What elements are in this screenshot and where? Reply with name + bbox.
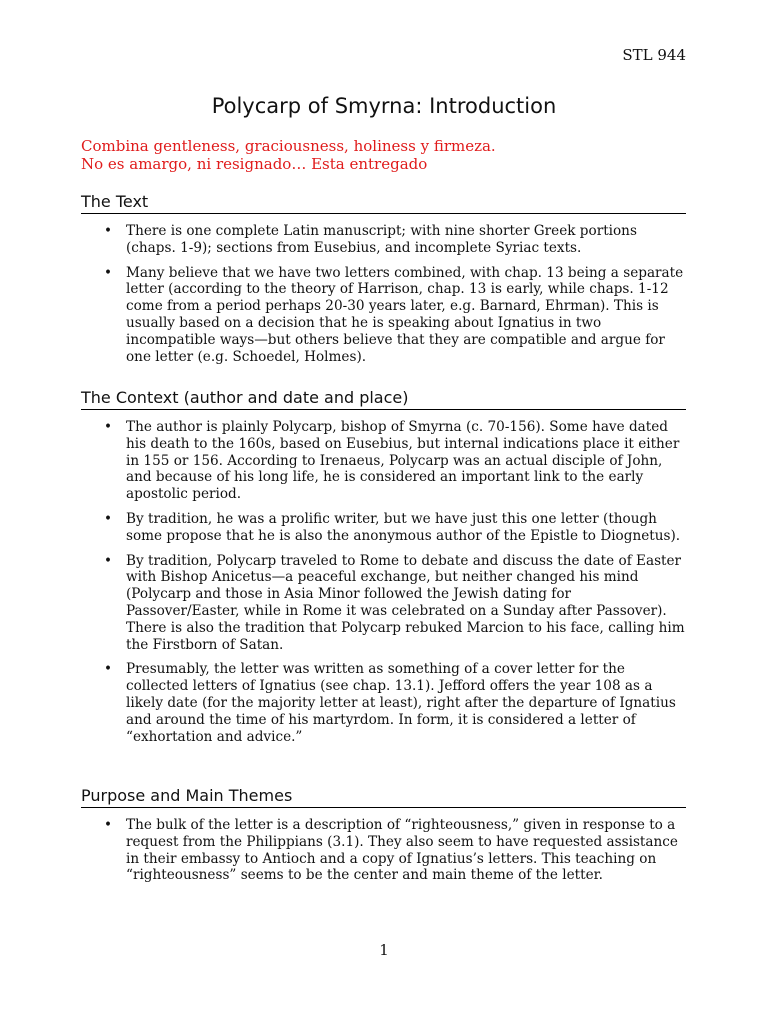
list-item (81, 265, 686, 366)
list-item-text: The author is plainly Polycarp, bishop of Smyrna (c. 70-156). Some have dated his death to the 160s, based on Eusebius, but internal indications place it either in 155 or 156. According to Irenaeus, Polycarp was an actual disciple of John, and because of his long life, he is considered an important link to the early apostolic period. (126, 419, 680, 503)
bullet-icon: • (104, 661, 113, 678)
list-item-text: Presumably, the letter was written as something of a cover letter for the collected letters of Ignatius (see chap. 13.1). Jefford offers the year 108 as a likely date (for the majority letter at least), right after the departure of Ignatius and around the time of his martyrdom. In form, it is considered a letter of “exhortation and advice.” (126, 661, 676, 745)
page-title: Polycarp of Smyrna: Introduction (211, 94, 557, 118)
bullet-list (81, 223, 686, 365)
section-heading: Purpose and Main Themes (81, 786, 686, 808)
red-note-line: Combina gentleness, graciousness, holiness y firmeza. (81, 137, 496, 155)
list-item-text: The bulk of the letter is a description of “righteousness,” given in response to a request from the Philippians (3.1). They also seem to have requested assistance in their embassy to Antioch and a copy of Ignatius’s letters. This teaching on “righteousness” seems to be the center and main theme of the letter. (126, 817, 678, 884)
list-item (81, 661, 686, 745)
list-item (81, 419, 686, 503)
bullet-icon: • (104, 264, 113, 281)
list-item-text: By tradition, he was a prolific writer, but we have just this one letter (though some propose that he is also the anonymous author of the Epistle to Diognetus). (126, 510, 681, 544)
section-heading: The Text (81, 192, 686, 214)
bullet-icon: • (104, 419, 113, 435)
bullet-icon: • (104, 223, 113, 239)
list-item-text: There is one complete Latin manuscript; with nine shorter Greek portions (chaps. 1-9); sections from Eusebius, and incomplete Syriac texts. (126, 223, 637, 256)
bullet-list (81, 817, 686, 884)
list-item (81, 553, 686, 654)
section-the-text (81, 192, 686, 365)
section-the-context (81, 388, 686, 745)
list-item-text: By tradition, Polycarp traveled to Rome to debate and discuss the date of Easter with Bishop Anicetus—a peaceful exchange, but neither changed his mind (Polycarp and those in Asia Minor followed the Jewish dating for Passover/Easter, while in Rome it was celebrated on a Sunday after Passover). There is also the tradition that Polycarp rebuked Marcion to his face, calling him the Firstborn of Satan. (126, 552, 685, 653)
list-item-text: Many believe that we have two letters combined, with chap. 13 being a separate letter (according to the theory of Harrison, chap. 13 is early, while chaps. 1-12 come from a period perhaps 20-30 years later, e.g. Barnard, Ehrman). This is usually based on a decision that he is speaking about Ignatius in two incompatible ways—but others believe that they are compatible and argue for one letter (e.g. Schoedel, Holmes). (126, 264, 684, 365)
bullet-icon: • (104, 552, 113, 569)
bullet-list (81, 419, 686, 745)
list-item (81, 223, 686, 257)
bullet-icon: • (104, 817, 113, 833)
list-item (81, 511, 686, 545)
red-notes (81, 137, 496, 173)
section-heading: The Context (author and date and place) (81, 388, 686, 410)
list-item (81, 817, 686, 884)
page-number: 1 (379, 941, 389, 959)
course-code: STL 944 (622, 46, 686, 64)
bullet-icon: • (104, 510, 113, 527)
red-note-line: No es amargo, ni resignado… Esta entregado (81, 155, 428, 173)
section-purpose-and-main-themes (81, 786, 686, 884)
